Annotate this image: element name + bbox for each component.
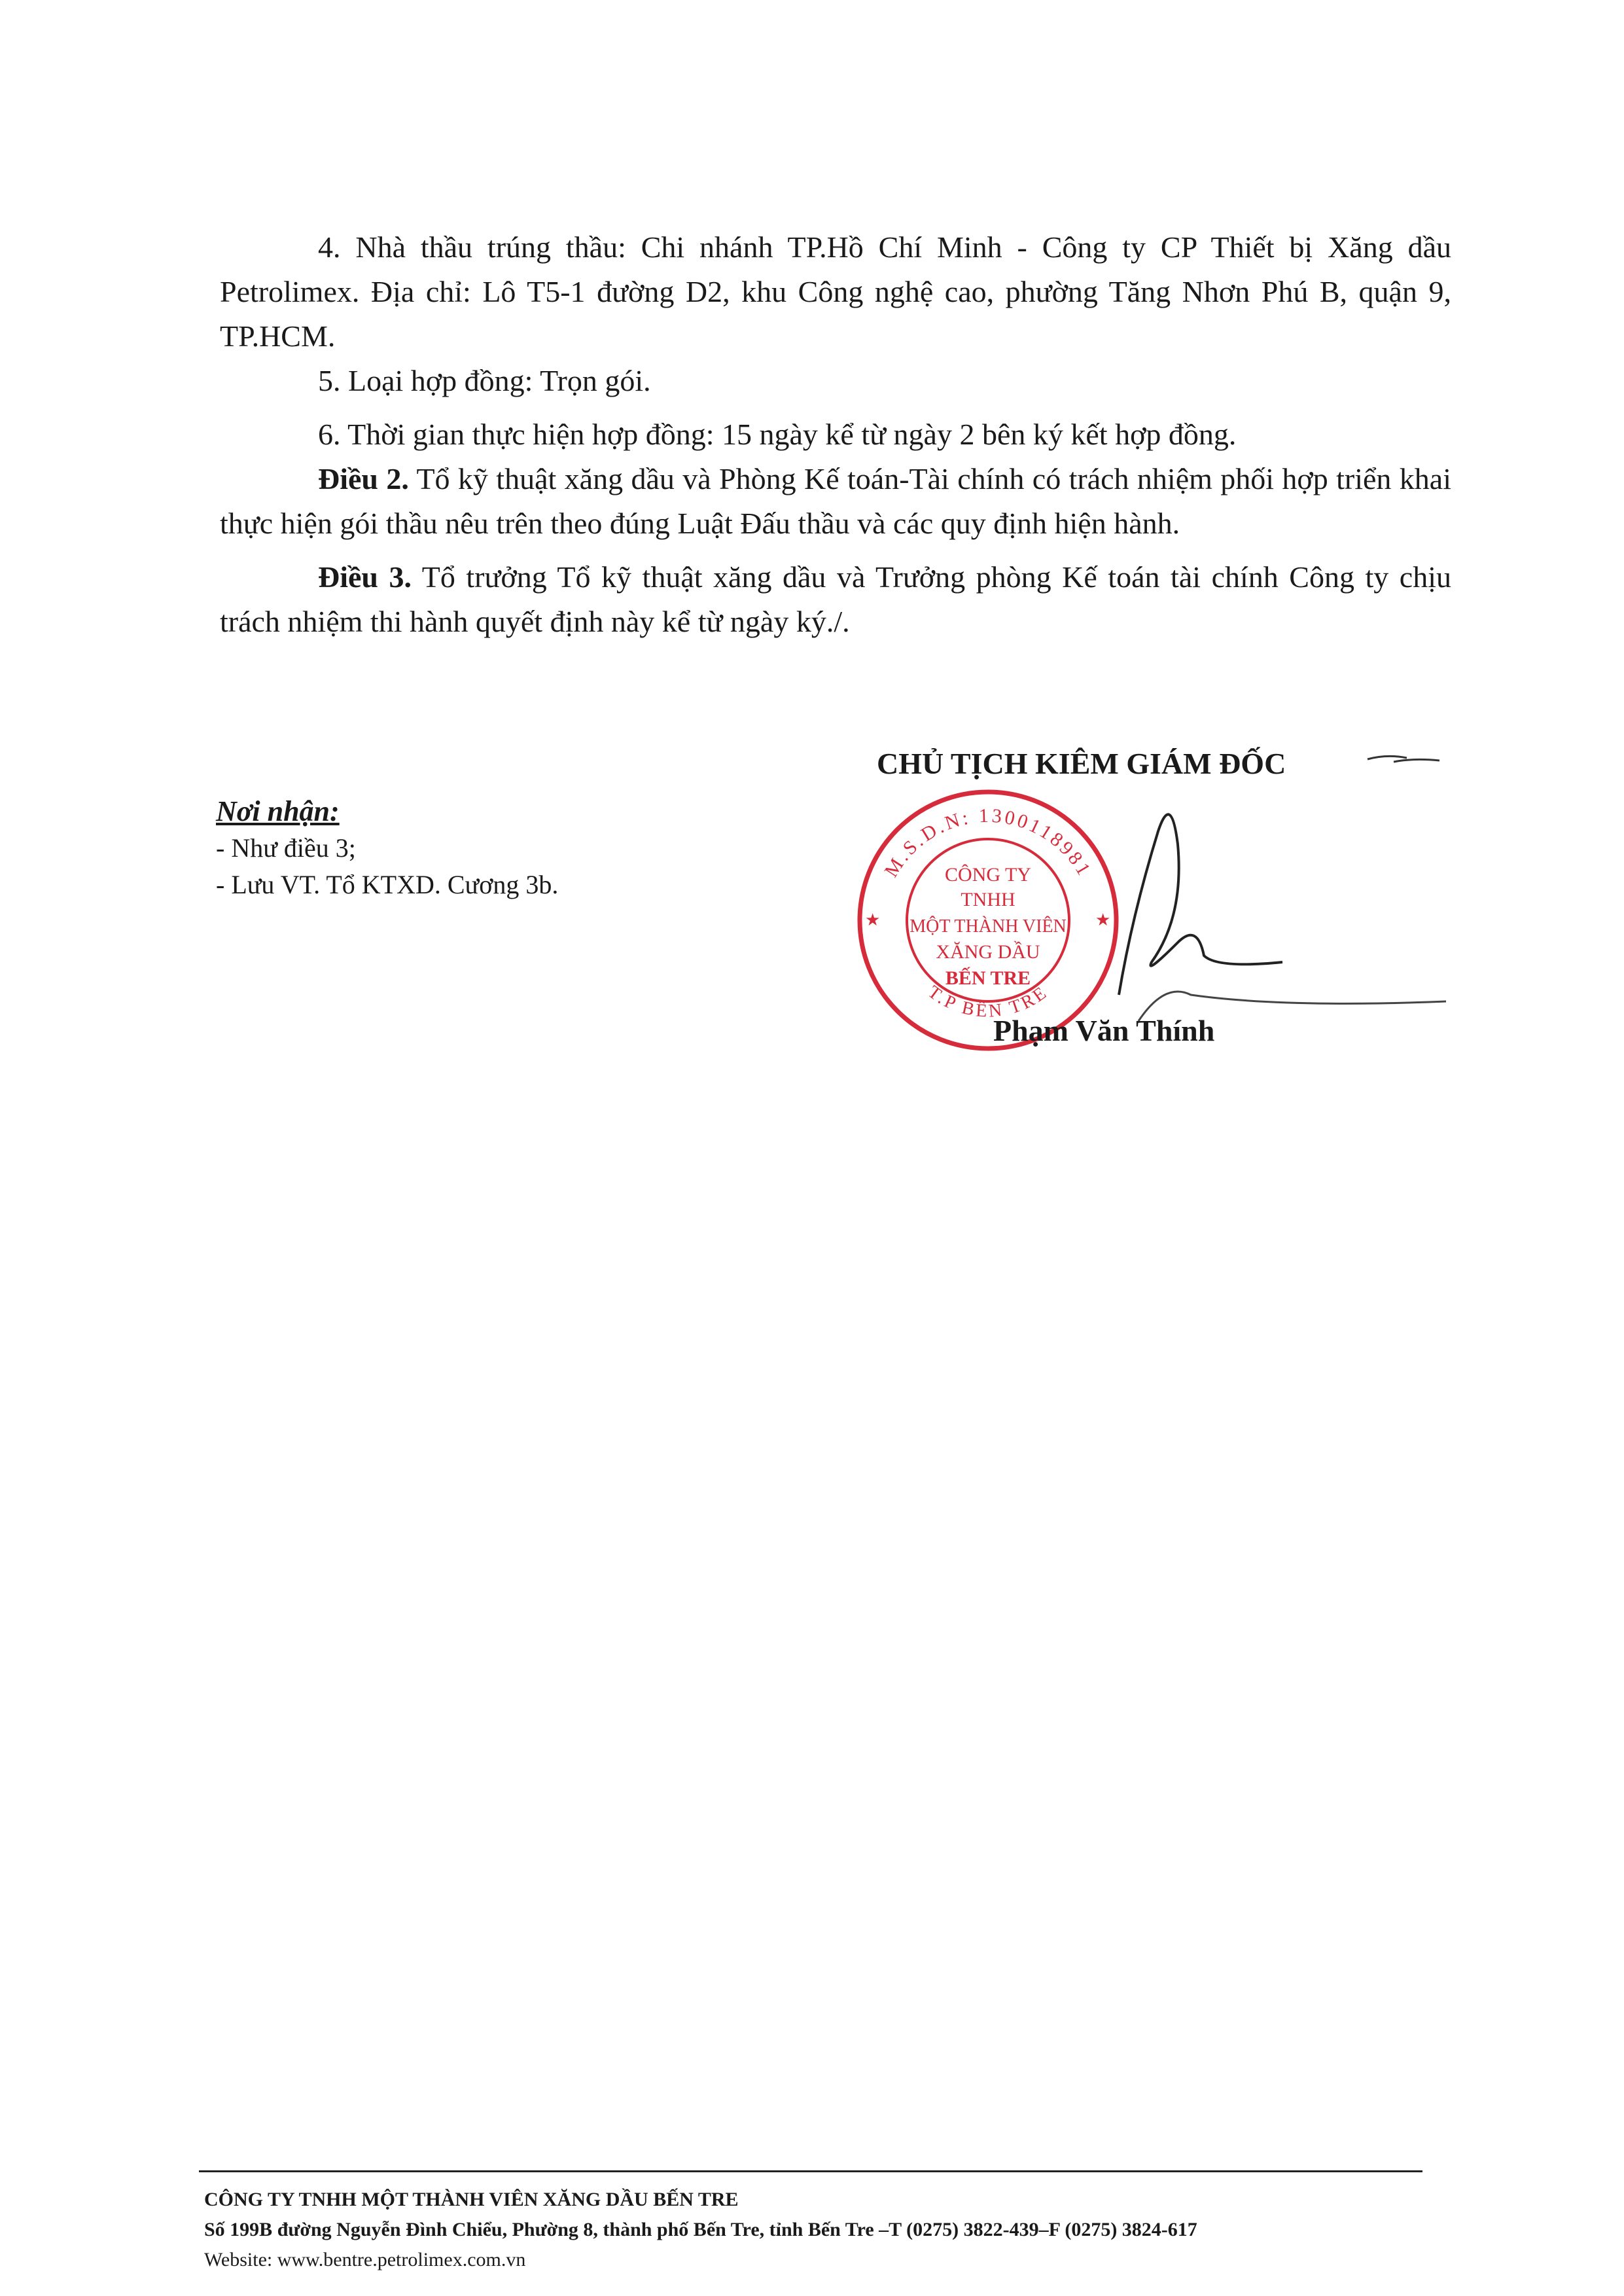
item-6: 6. Thời gian thực hiện hợp đồng: 15 ngày kể từ ngày 2 bên ký kết hợp đồng. [318,418,1237,451]
recipient-line: - Như điều 3; [216,833,356,863]
footer-divider [199,2170,1422,2172]
article-2 [220,457,1451,546]
recipients-block [216,793,558,903]
seal-line-3: MỘT THÀNH VIÊN [909,916,1067,937]
footer [204,2185,1197,2275]
seal-line-4: XĂNG DẦU [936,941,1040,963]
article-3-text: Tổ trưởng Tổ kỹ thuật xăng dầu và Trưởng phòng Kế toán tài chính Công ty chịu trách nhiệm thi hành quyết định này kể từ ngày ký./. [220,560,1452,638]
item-5: 5. Loại hợp đồng: Trọn gói. [318,364,651,397]
svg-text:★: ★ [865,910,881,929]
svg-text:★: ★ [1095,910,1111,929]
seal-line-5: BẾN TRE [945,967,1031,989]
item-4: 4. Nhà thầu trúng thầu: Chi nhánh TP.Hồ Chí Minh - Công ty CP Thiết bị Xăng dầu Petrolimex. Địa chỉ: Lô T5-1 đường D2, khu Công nghệ cao, phường Tăng Nhơn Phú B, quận 9, TP.HCM. [220,230,1451,353]
footer-website: Website: www.bentre.petrolimex.com.vn [204,2249,526,2270]
footer-company: CÔNG TY TNHH MỘT THÀNH VIÊN XĂNG DẦU BẾN TRE [204,2189,739,2210]
seal-line-2: TNHH [961,889,1015,910]
seal-outer-text: M.S.D.N: 1300118981 [880,804,1096,882]
article-3-label: Điều 3. [318,560,412,594]
document-body [220,225,1451,644]
seal-line-1: CÔNG TY [945,864,1031,886]
footer-address: Số 199B đường Nguyễn Đình Chiểu, Phường 8, thành phố Bến Tre, tỉnh Bến Tre –T (0275) 3822-439–F (0275) 3824-617 [204,2219,1197,2240]
article-3 [220,555,1451,644]
recipients-heading: Nơi nhận: [216,795,340,827]
handwritten-signature [1021,746,1446,1021]
signer-name: Phạm Văn Thính [993,1014,1215,1047]
seal-bottom-text: T.P BẾN TRE [924,981,1052,1022]
signer-title: CHỦ TỊCH KIÊM GIÁM ĐỐC [877,747,1286,780]
article-2-text: Tổ kỹ thuật xăng dầu và Phòng Kế toán-Tài chính có trách nhiệm phối hợp triển khai thực hiện gói thầu nêu trên theo đúng Luật Đấu thầu và các quy định hiện hành. [220,462,1452,540]
recipient-line: - Lưu VT. Tổ KTXD. Cương 3b. [216,870,559,899]
article-2-label: Điều 2. [318,462,409,495]
